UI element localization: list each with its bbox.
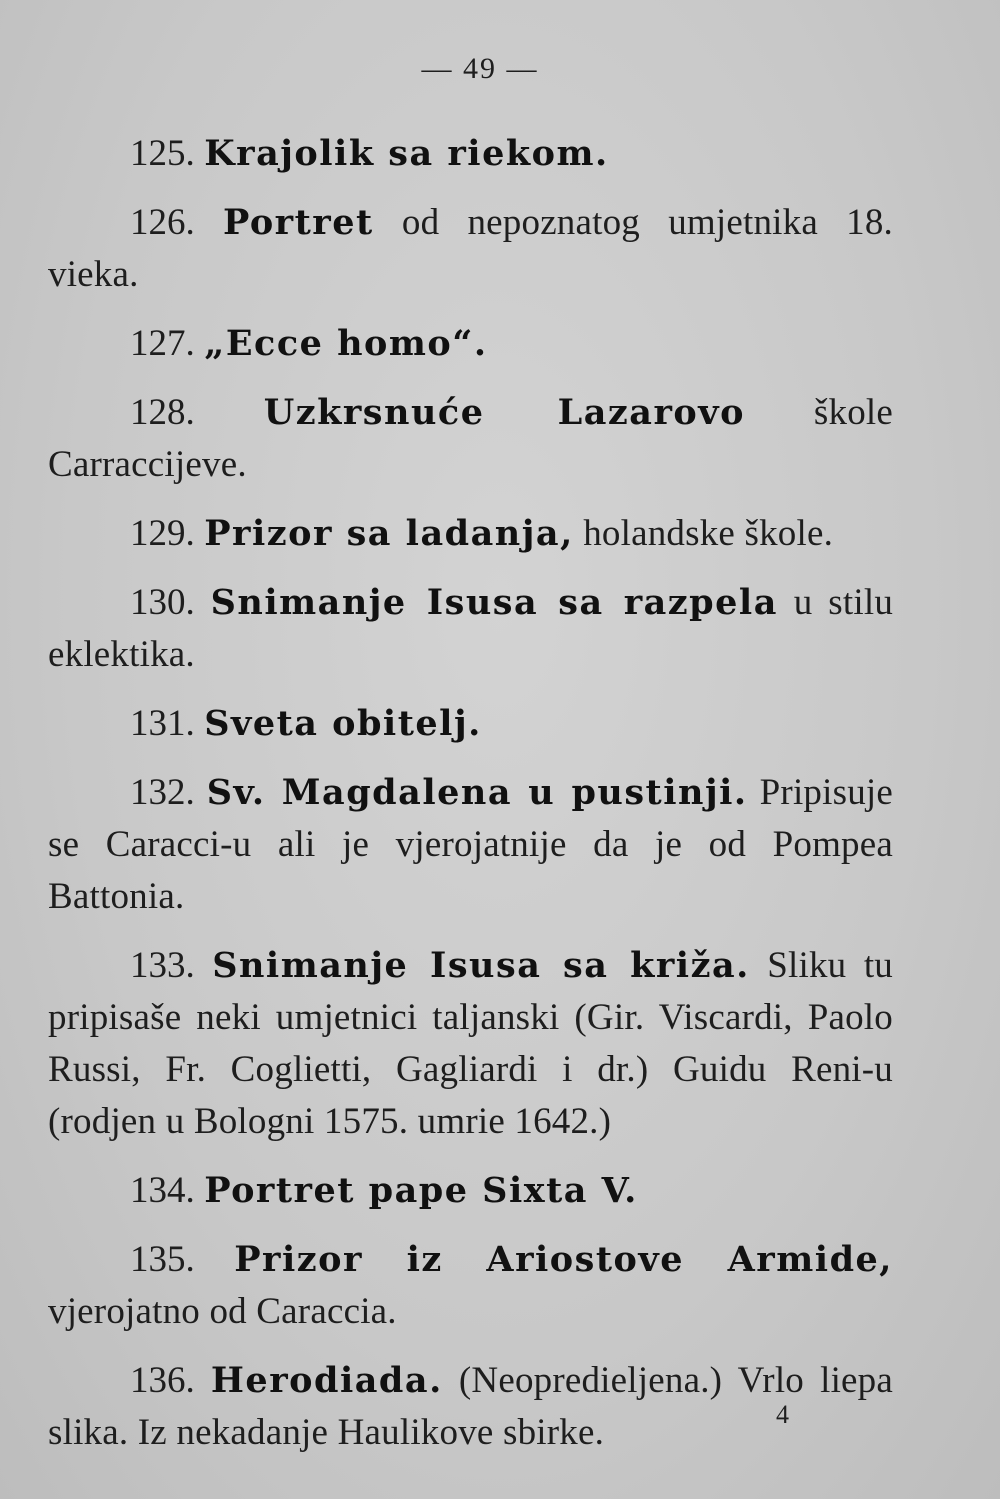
entry-number: 133. <box>130 945 195 986</box>
entry-title: Sv. Magdalena u pustinji. <box>206 772 748 813</box>
entry-number: 135. <box>130 1239 195 1280</box>
entry-number: 129. <box>130 513 195 554</box>
catalog-entry <box>48 940 893 1148</box>
entry-title: Snimanje Isusa sa križa. <box>212 945 750 986</box>
entry-title: Uzkrsnuće Lazarovo <box>263 392 745 433</box>
entry-text: u stilu eklektika. <box>48 582 894 675</box>
entry-text: holandske škole. <box>583 513 834 554</box>
entry-number: 132. <box>130 772 195 813</box>
entry-number: 134. <box>130 1170 195 1211</box>
entry-title: Krajolik sa riekom. <box>204 133 609 174</box>
catalog-entries <box>48 128 893 1476</box>
entry-number: 136. <box>130 1360 195 1401</box>
entry-text: (Neopredieljena.) Vrlo liepa slika. Iz nekadanje Haulikove sbirke. <box>48 1360 893 1453</box>
page-number: — 49 — <box>421 52 539 85</box>
entry-text: vjerojatno od Caraccia. <box>48 1291 397 1332</box>
entry-title: Sveta obitelj. <box>204 703 482 744</box>
catalog-entry <box>48 1355 893 1459</box>
entry-number: 127. <box>130 323 195 364</box>
entry-title: Portret <box>222 202 374 243</box>
entry-number: 128. <box>130 392 195 433</box>
entry-number: 125. <box>130 133 195 174</box>
entry-title: Prizor iz Ariostove Armide, <box>234 1239 893 1280</box>
catalog-entry <box>48 508 893 560</box>
entry-number: 126. <box>130 202 195 243</box>
entry-text: škole Carraccijeve. <box>48 392 894 485</box>
catalog-entry <box>48 698 893 750</box>
catalog-entry <box>48 767 893 923</box>
entry-title: Snimanje Isusa sa razpela <box>210 582 778 623</box>
catalog-entry <box>48 577 893 681</box>
entry-title: Herodiada. <box>210 1360 443 1401</box>
entry-text: od nepoznatog umjetnika 18. vieka. <box>48 202 894 295</box>
entry-title: „Ecce homo“. <box>204 323 488 364</box>
catalog-entry <box>48 318 893 370</box>
entry-number: 131. <box>130 703 195 744</box>
catalog-entry <box>48 1165 893 1217</box>
entry-number: 130. <box>130 582 195 623</box>
catalog-entry <box>48 387 893 491</box>
printer-signature-mark: 4 <box>776 1400 789 1429</box>
catalog-entry <box>48 197 893 301</box>
entry-title: Portret pape Sixta V. <box>204 1170 638 1211</box>
entry-text: Pripisuje se Caracci-u ali je vjerojatnije da je od Pompea Battonia. <box>48 772 894 917</box>
catalog-entry <box>48 128 893 180</box>
entry-title: Prizor sa ladanja, <box>204 513 574 554</box>
entry-text: Sliku tu pripisaše neki umjetnici taljanski (Gir. Viscardi, Paolo Russi, Fr. Coglietti, Gagliardi i dr.) Guidu Reni-u (rodjen u Bologni 1575. umrie 1642.) <box>48 945 893 1142</box>
catalog-entry <box>48 1234 893 1338</box>
